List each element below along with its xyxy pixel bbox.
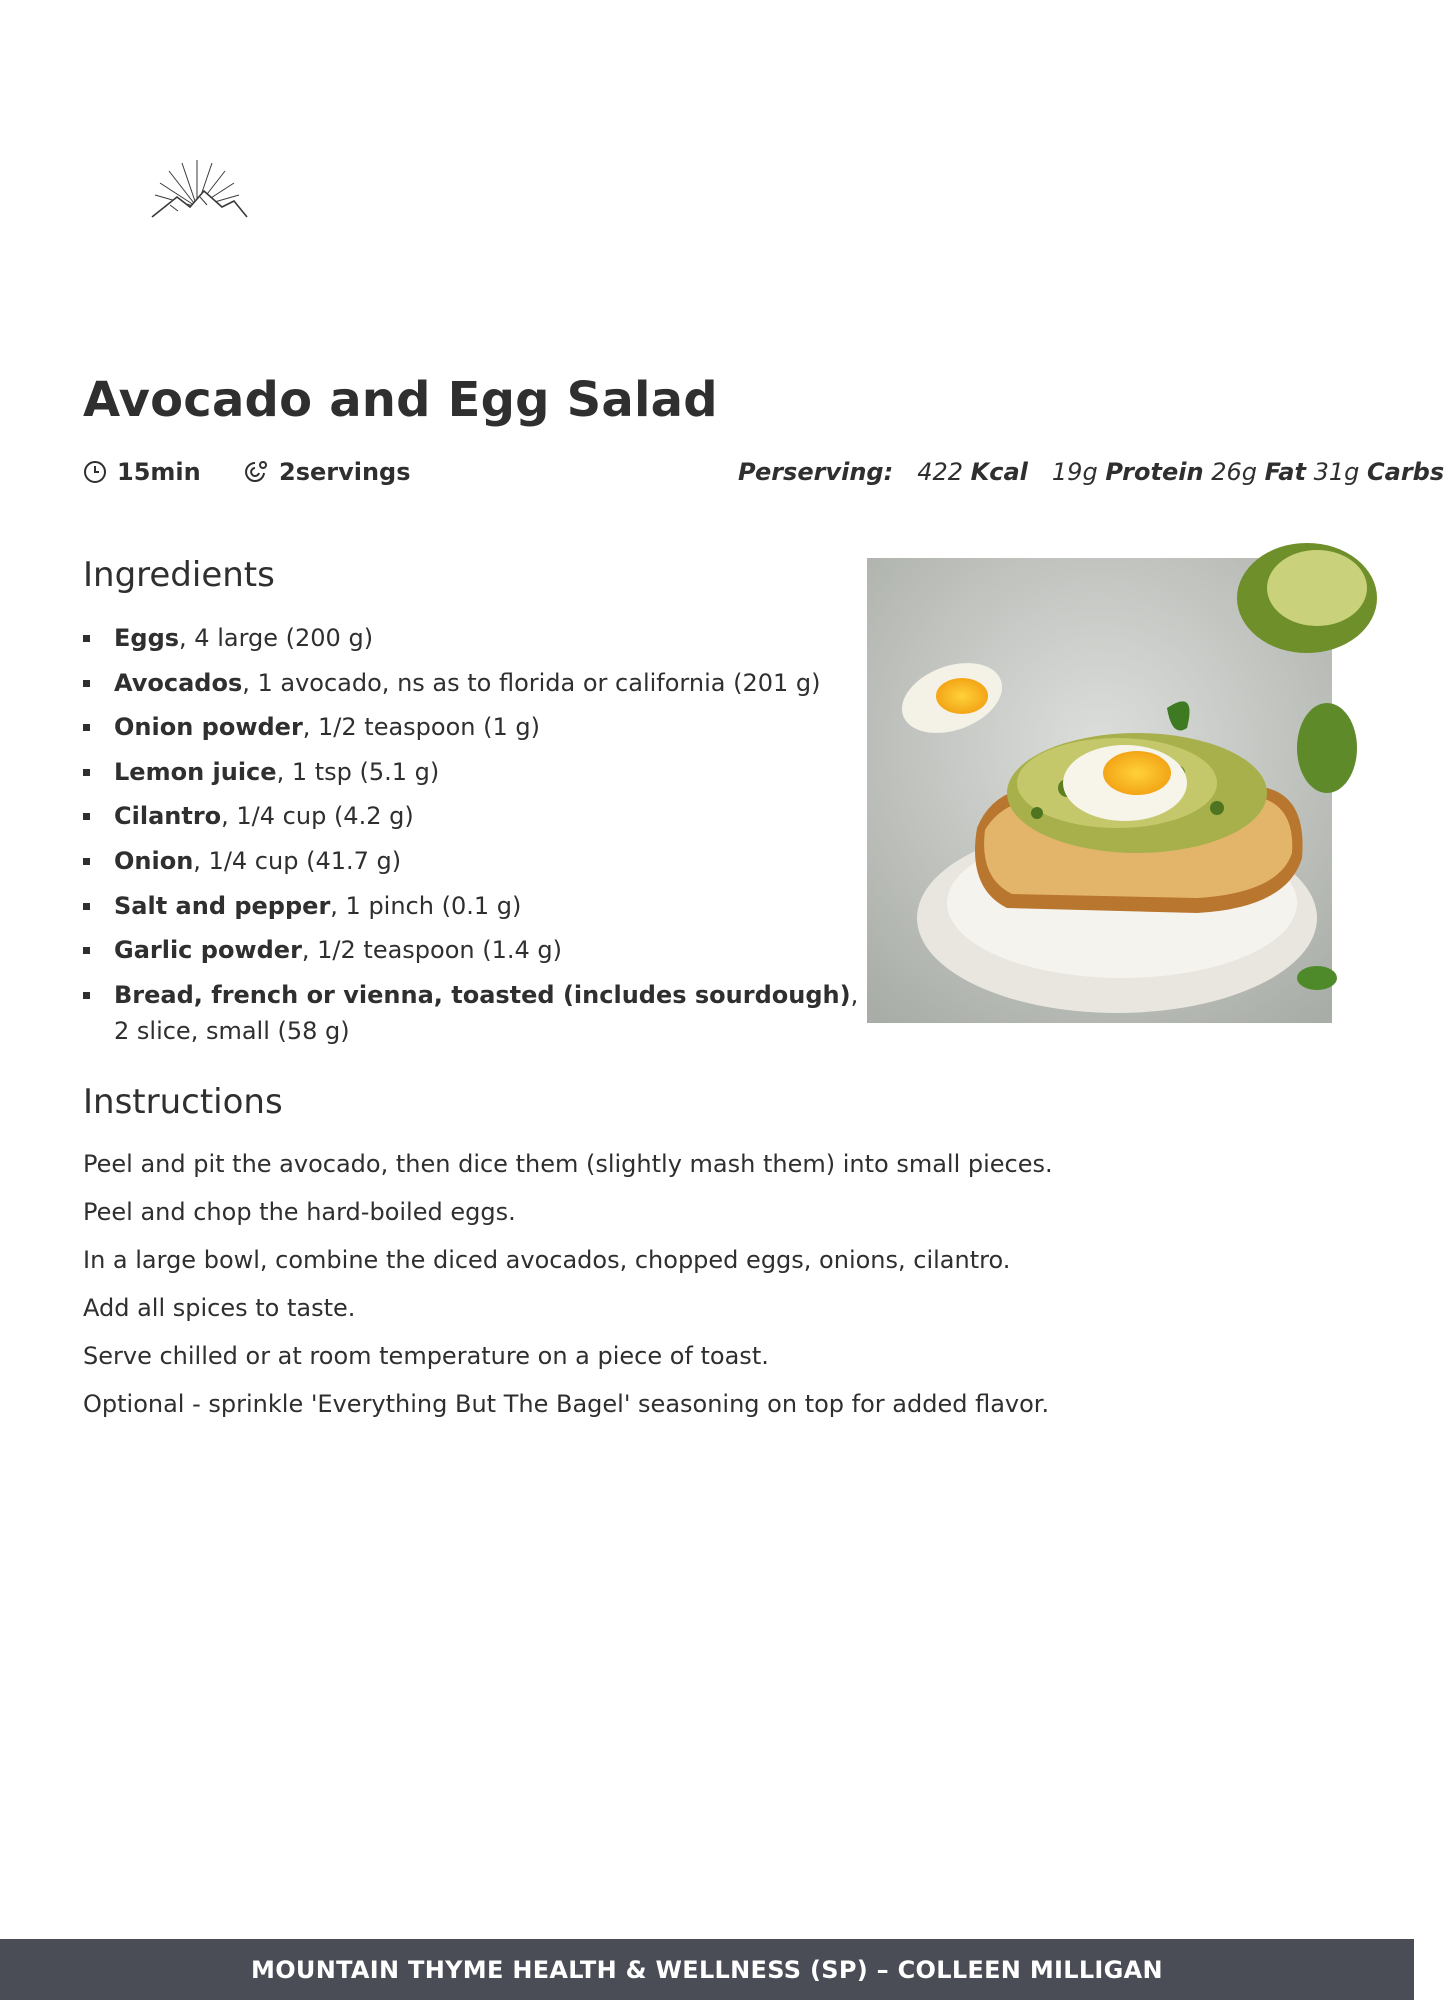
instruction-step: Peel and chop the hard-boiled eggs. [83, 1198, 516, 1226]
footer-text: MOUNTAIN THYME HEALTH & WELLNESS (SP) – COLLEEN MILLIGAN [251, 1955, 1163, 1984]
ingredient-item [83, 754, 873, 790]
instructions-heading: Instructions [83, 1082, 283, 1122]
recipe-title: Avocado and Egg Salad [83, 372, 718, 428]
ingredient-detail: , 1/4 cup (4.2 g) [221, 802, 414, 831]
ingredient-item [83, 709, 873, 745]
carbs-label: Carbs [1367, 458, 1444, 486]
page-footer [0, 1939, 1414, 2000]
ingredient-item [83, 620, 873, 656]
mountain-sun-logo-icon [112, 155, 282, 285]
ingredient-detail: , 1 avocado, ns as to florida or california (201 g) [242, 668, 821, 697]
kcal-value: 422 [917, 458, 964, 486]
instructions-list [83, 1146, 1283, 1434]
clock-icon [83, 460, 107, 484]
ingredient-item [83, 888, 873, 924]
ingredient-item [83, 843, 873, 879]
ingredient-detail: , 1/2 teaspoon (1.4 g) [301, 936, 563, 965]
ingredient-name: Lemon juice [114, 757, 277, 786]
protein-value: 19g [1051, 458, 1098, 486]
ingredient-item [83, 977, 873, 1049]
kcal-label: Kcal [970, 458, 1028, 486]
servings-value: 2servings [279, 458, 411, 486]
ingredient-detail: , 1/4 cup (41.7 g) [193, 846, 402, 875]
instruction-step: Serve chilled or at room temperature on a piece of toast. [83, 1342, 769, 1370]
ingredient-name: Bread, french or vienna, toasted (includes sourdough) [114, 980, 851, 1009]
ingredient-name: Avocados [114, 668, 243, 697]
recipe-photo [867, 558, 1332, 1023]
instruction-step: Peel and pit the avocado, then dice them (slightly mash them) into small pieces. [83, 1150, 1053, 1178]
fat-value: 26g [1211, 458, 1257, 486]
servings-icon [243, 459, 269, 485]
carbs-value: 31g [1313, 458, 1360, 486]
nutrition-summary [738, 458, 1444, 486]
ingredient-name: Onion [114, 846, 194, 875]
ingredient-name: Salt and pepper [114, 891, 331, 920]
ingredient-detail: , 4 large (200 g) [179, 624, 374, 652]
ingredients-list [83, 620, 873, 1057]
ingredient-name: Onion powder [114, 713, 303, 742]
ingredient-detail: , 2 slice, small (58 g) [114, 980, 859, 1045]
nutrition-label: Perserving: [738, 458, 894, 486]
instruction-step: Optional - sprinkle 'Everything But The Bagel' seasoning on top for added flavor. [83, 1390, 1050, 1418]
instruction-step: In a large bowl, combine the diced avocados, chopped eggs, onions, cilantro. [83, 1246, 1011, 1274]
ingredient-name: Cilantro [114, 802, 222, 831]
recipe-meta [83, 458, 1444, 494]
ingredient-detail: , 1 pinch (0.1 g) [330, 891, 522, 920]
brand-logo [112, 155, 282, 285]
ingredient-detail: , 1/2 teaspoon (1 g) [302, 713, 540, 742]
ingredient-name: Eggs [114, 624, 180, 652]
ingredient-name: Garlic powder [114, 936, 302, 965]
protein-label: Protein [1105, 458, 1204, 486]
instruction-step: Add all spices to taste. [83, 1294, 356, 1322]
prep-time-value: 15min [117, 458, 201, 486]
avocado-toast-image [867, 558, 1332, 1023]
fat-label: Fat [1264, 458, 1306, 486]
ingredient-detail: , 1 tsp (5.1 g) [276, 757, 440, 786]
prep-time [83, 458, 201, 486]
ingredients-heading: Ingredients [83, 555, 275, 595]
ingredient-item [83, 798, 873, 834]
servings [243, 458, 411, 486]
ingredient-item [83, 932, 873, 968]
ingredient-item [83, 665, 873, 701]
